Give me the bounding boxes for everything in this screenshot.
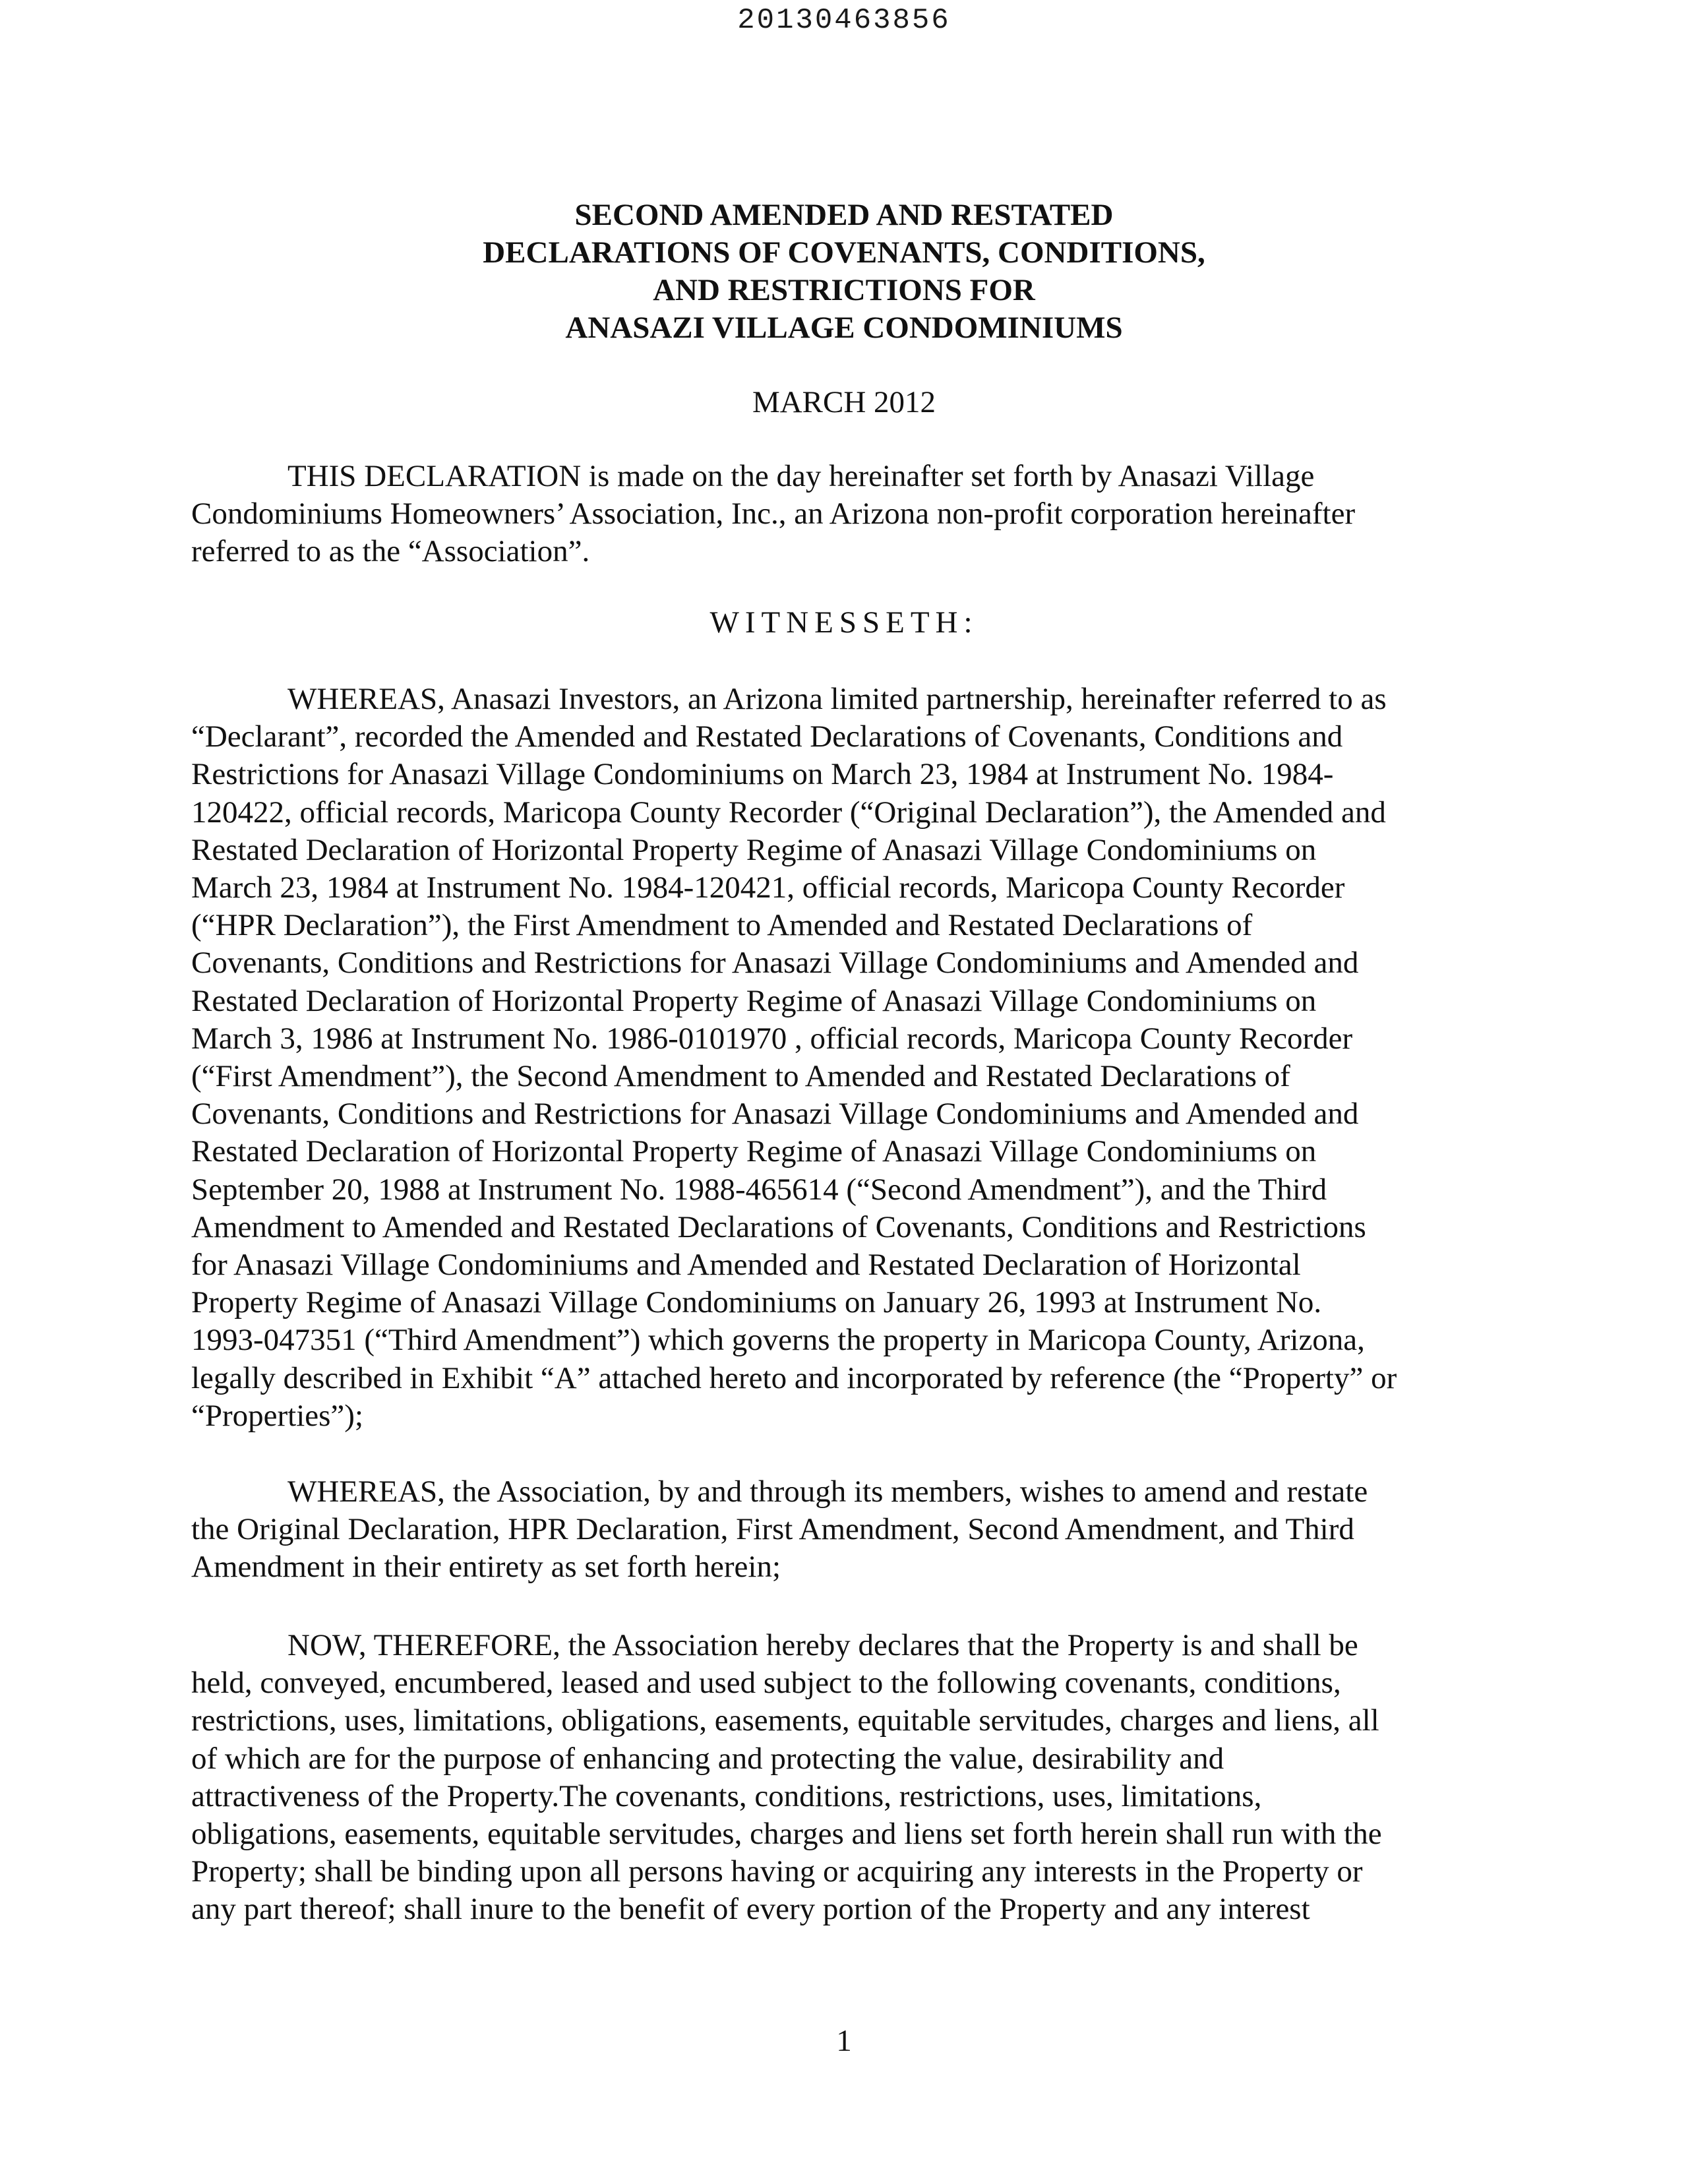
text-line: September 20, 1988 at Instrument No. 1988-465614 (“Second Amendment”), and the Third bbox=[191, 1172, 1327, 1207]
text-line: 120422, official records, Maricopa County Recorder (“Original Declaration”), the Amended and bbox=[191, 795, 1386, 830]
whereas-paragraph-1 bbox=[191, 681, 1490, 1435]
text-line: for Anasazi Village Condominiums and Amended and Restated Declaration of Horizontal bbox=[191, 1248, 1301, 1283]
text-line: attractiveness of the Property.The covenants, conditions, restrictions, uses, limitations, bbox=[191, 1778, 1262, 1813]
text-line: March 3, 1986 at Instrument No. 1986-0101970 , official records, Maricopa County Recorder bbox=[191, 1021, 1353, 1056]
document-date: MARCH 2012 bbox=[752, 385, 936, 419]
text-line: “Properties”); bbox=[191, 1398, 364, 1433]
text-line: Restrictions for Anasazi Village Condominiums on March 23, 1984 at Instrument No. 1984- bbox=[191, 757, 1334, 792]
text-line: of which are for the purpose of enhancing and protecting the value, desirability and bbox=[191, 1741, 1224, 1776]
text-line: Amendment in their entirety as set forth herein; bbox=[191, 1550, 781, 1585]
text-line: Restated Declaration of Horizontal Property Regime of Anasazi Village Condominiums on bbox=[191, 832, 1317, 867]
document-title bbox=[0, 197, 1688, 347]
title-line: ANASAZI VILLAGE CONDOMINIUMS bbox=[565, 311, 1123, 345]
text-line: (“First Amendment”), the Second Amendment to Amended and Restated Declarations of bbox=[191, 1059, 1290, 1094]
text-line: Restated Declaration of Horizontal Property Regime of Anasazi Village Condominiums on bbox=[191, 983, 1317, 1018]
text-line: NOW, THEREFORE, the Association hereby declares that the Property is and shall be bbox=[287, 1628, 1358, 1662]
witnesseth-heading: WITNESSETH: bbox=[709, 605, 979, 640]
text-line: Restated Declaration of Horizontal Property Regime of Anasazi Village Condominiums on bbox=[191, 1134, 1317, 1169]
recording-number: 20130463856 bbox=[737, 4, 951, 37]
text-line: held, conveyed, encumbered, leased and used subject to the following covenants, conditions, bbox=[191, 1666, 1341, 1701]
page-number: 1 bbox=[836, 2024, 852, 2058]
title-line: DECLARATIONS OF COVENANTS, CONDITIONS, bbox=[483, 235, 1205, 270]
text-line: Covenants, Conditions and Restrictions for Anasazi Village Condominiums and Amended and bbox=[191, 1097, 1359, 1132]
title-line: SECOND AMENDED AND RESTATED bbox=[574, 198, 1114, 232]
text-line: restrictions, uses, limitations, obligations, easements, equitable servitudes, charges and liens, all bbox=[191, 1703, 1379, 1738]
title-line: AND RESTRICTIONS FOR bbox=[653, 273, 1035, 307]
whereas-paragraph-2 bbox=[191, 1473, 1490, 1587]
text-line: WHEREAS, Anasazi Investors, an Arizona limited partnership, hereinafter referred to as bbox=[287, 682, 1387, 716]
text-line: THIS DECLARATION is made on the day hereinafter set forth by Anasazi Village bbox=[287, 459, 1315, 493]
now-therefore-paragraph bbox=[191, 1627, 1490, 1929]
text-line: obligations, easements, equitable servitudes, charges and liens set forth herein shall run with the bbox=[191, 1817, 1382, 1852]
text-line: 1993-047351 (“Third Amendment”) which governs the property in Maricopa County, Arizona, bbox=[191, 1323, 1365, 1358]
text-line: legally described in Exhibit “A” attached hereto and incorporated by reference (the “Property” or bbox=[191, 1360, 1397, 1395]
text-line: Condominiums Homeowners’ Association, Inc., an Arizona non-profit corporation hereinafter bbox=[191, 497, 1356, 531]
text-line: referred to as the “Association”. bbox=[191, 534, 590, 569]
text-line: (“HPR Declaration”), the First Amendment to Amended and Restated Declarations of bbox=[191, 908, 1253, 943]
intro-paragraph bbox=[191, 458, 1490, 571]
text-line: WHEREAS, the Association, by and through its members, wishes to amend and restate bbox=[287, 1474, 1368, 1509]
text-line: March 23, 1984 at Instrument No. 1984-120421, official records, Maricopa County Recorder bbox=[191, 870, 1345, 905]
text-line: “Declarant”, recorded the Amended and Restated Declarations of Covenants, Conditions and bbox=[191, 719, 1343, 754]
text-line: Amendment to Amended and Restated Declarations of Covenants, Conditions and Restrictions bbox=[191, 1209, 1366, 1244]
text-line: any part thereof; shall inure to the benefit of every portion of the Property and any interest bbox=[191, 1892, 1310, 1927]
text-line: Property Regime of Anasazi Village Condominiums on January 26, 1993 at Instrument No. bbox=[191, 1285, 1322, 1320]
text-line: Covenants, Conditions and Restrictions for Anasazi Village Condominiums and Amended and bbox=[191, 946, 1359, 981]
text-line: Property; shall be binding upon all persons having or acquiring any interests in the Property or bbox=[191, 1854, 1363, 1889]
text-line: the Original Declaration, HPR Declaration, First Amendment, Second Amendment, and Third bbox=[191, 1512, 1354, 1547]
